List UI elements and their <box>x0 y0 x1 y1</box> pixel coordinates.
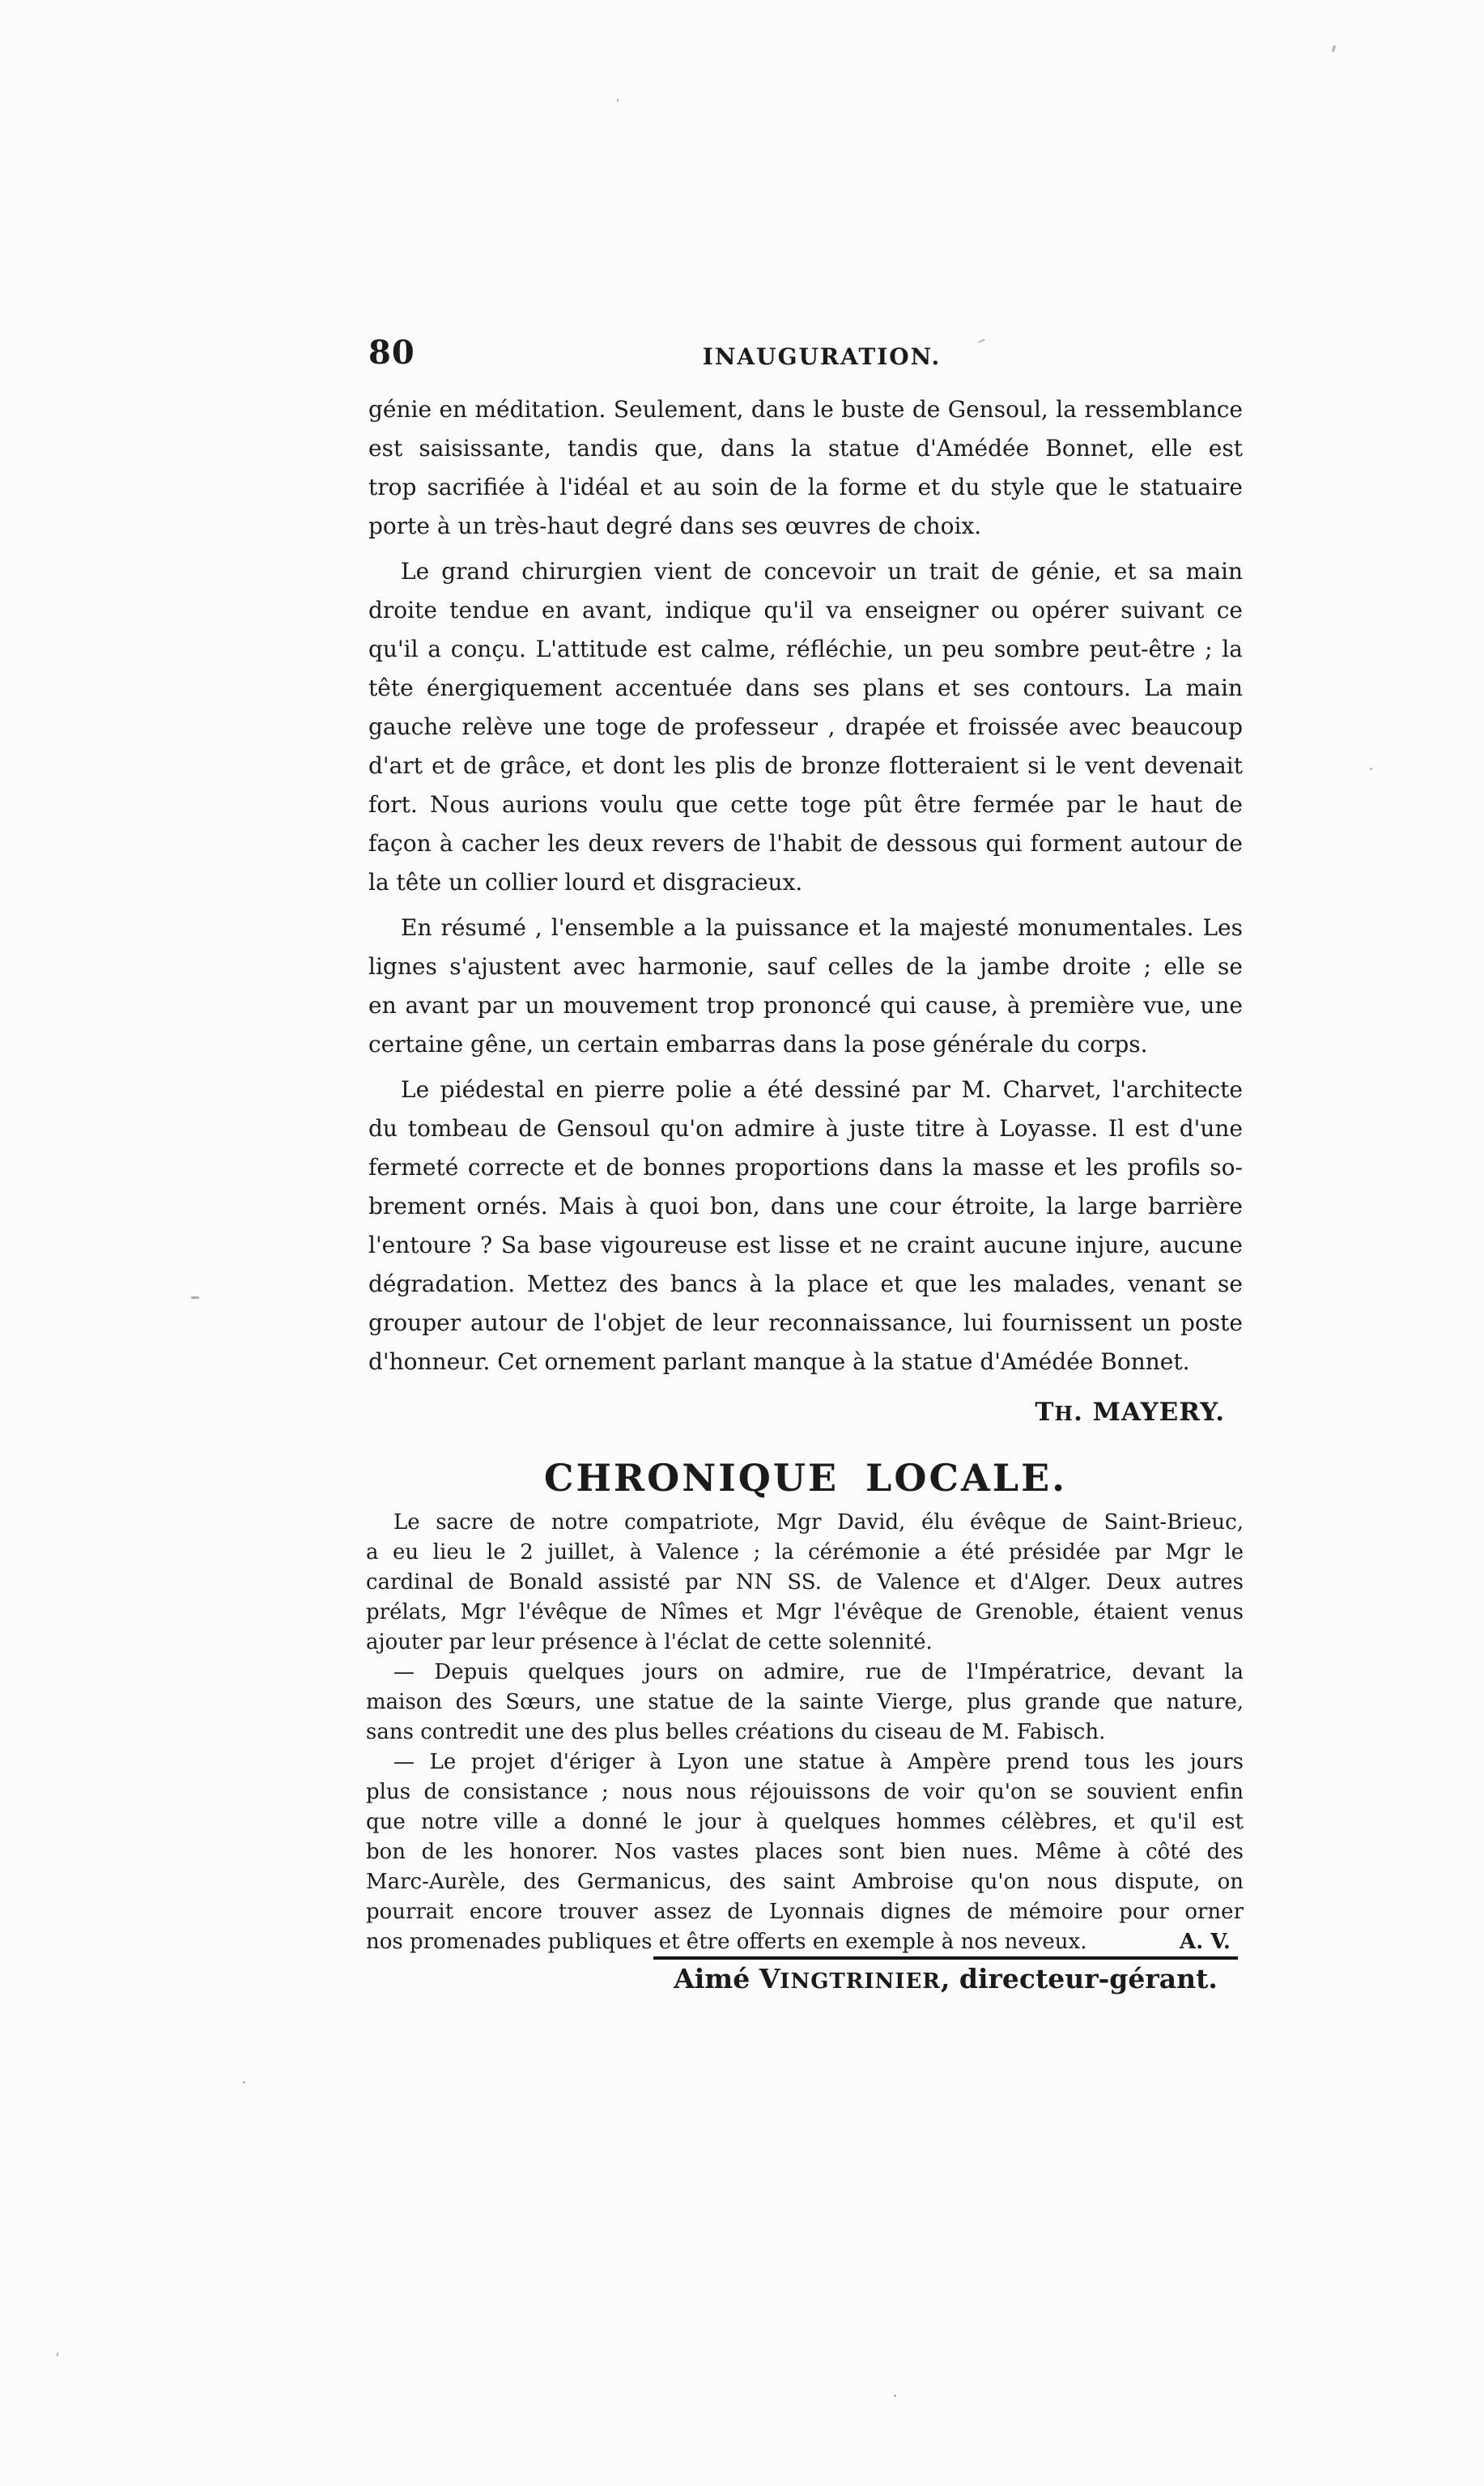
scan-speckle <box>617 99 619 102</box>
signature-rest: . MAYERY. <box>1074 1398 1225 1427</box>
text-line: l'entoure ? Sa base vigoureuse est lisse et ne craint aucune injure, aucune <box>368 1232 1243 1258</box>
text-line: En résumé , l'ensemble a la puissance et la majesté monumentales. Les <box>401 914 1243 941</box>
scan-speckle <box>1332 45 1336 53</box>
paragraph <box>366 1508 1244 1658</box>
chronique-locale-section <box>366 1508 1244 1957</box>
running-title: INAUGURATION. <box>702 343 942 370</box>
scan-speckle <box>57 2352 59 2356</box>
paragraph <box>368 552 1243 902</box>
director-name-smallcaps: INGTRINIER <box>780 1969 941 1994</box>
director-suffix: , directeur-gérant. <box>940 1963 1218 1994</box>
author-signature <box>368 1394 1243 1430</box>
paragraph <box>368 1071 1243 1381</box>
scan-speckle <box>894 2394 896 2397</box>
text-line: — Le projet d'ériger à Lyon une statue à Ampère prend tous les jours <box>393 1750 1244 1774</box>
text-line: cardinal de Bonald assisté par NN SS. de Valence et d'Alger. Deux autres <box>366 1570 1244 1594</box>
text-line: d'honneur. Cet ornement parlant manque à la statue d'Amédée Bonnet. <box>368 1348 1190 1375</box>
signature-initial: T <box>1035 1398 1055 1427</box>
last-line-text: nos promenades publiques et être offerts en exemple à nos neveux. <box>366 1930 1087 1954</box>
text-line: maison des Sœurs, une statue de la sainte Vierge, plus grande que nature, <box>366 1690 1244 1714</box>
text-line: Le grand chirurgien vient de concevoir un trait de génie, et sa main <box>401 558 1243 585</box>
text-line <box>366 1927 1244 1957</box>
text-line: Le sacre de notre compatriote, Mgr David, élu évêque de Saint-Brieuc, <box>393 1510 1244 1535</box>
text-line: dégradation. Mettez des bancs à la place et que les malades, venant se <box>368 1271 1243 1297</box>
text-line: — Depuis quelques jours on admire, rue de l'Impératrice, devant la <box>393 1660 1244 1684</box>
text-line: fermeté correcte et de bonnes proportions dans la masse et les profils so- <box>368 1154 1243 1181</box>
signature-smallcap: H <box>1054 1402 1074 1425</box>
text-line: droite tendue en avant, indique qu'il va enseigner ou opérer suivant ce <box>368 597 1243 624</box>
text-line: sans contredit une des plus belles créations du ciseau de M. Fabisch. <box>366 1720 1106 1744</box>
director-signature <box>653 1963 1238 1994</box>
text-line: certaine gêne, un certain embarras dans la pose générale du corps. <box>368 1031 1148 1058</box>
text-line: Le piédestal en pierre polie a été dessiné par M. Charvet, l'architecte <box>401 1076 1243 1103</box>
text-line: qu'il a conçu. L'attitude est calme, réfléchie, un peu sombre peut-être ; la <box>368 636 1243 662</box>
text-line: brement ornés. Mais à quoi bon, dans une cour étroite, la large barrière <box>368 1193 1243 1220</box>
paragraph <box>366 1747 1244 1957</box>
scan-speckle <box>978 338 985 343</box>
text-line: pourrait encore trouver assez de Lyonnais dignes de mémoire pour orner <box>366 1900 1244 1924</box>
director-initial: V <box>759 1963 780 1994</box>
footer-rule <box>653 1956 1238 1960</box>
paragraph <box>366 1658 1244 1747</box>
text-line: lignes s'ajustent avec harmonie, sauf celles de la jambe droite ; elle se <box>368 953 1243 980</box>
text-line: du tombeau de Gensoul qu'on admire à juste titre à Loyasse. Il est d'une <box>368 1115 1243 1142</box>
text-line: fort. Nous aurions voulu que cette toge pût être fermée par le haut de <box>368 791 1243 818</box>
text-line: génie en méditation. Seulement, dans le buste de Gensoul, la ressemblance <box>368 396 1243 423</box>
text-line: a eu lieu le 2 juillet, à Valence ; la cérémonie a été présidée par Mgr le <box>366 1540 1244 1564</box>
text-line: que notre ville a donné le jour à quelques hommes célèbres, et qu'il est <box>366 1810 1244 1834</box>
text-line: est saisissante, tandis que, dans la statue d'Amédée Bonnet, elle est <box>368 435 1243 462</box>
scan-speckle <box>243 2081 245 2084</box>
text-line: prélats, Mgr l'évêque de Nîmes et Mgr l'évêque de Grenoble, étaient venus <box>366 1600 1244 1624</box>
text-line: gauche relève une toge de professeur , drapée et froissée avec beaucoup <box>368 713 1243 740</box>
text-line: plus de consistance ; nous nous réjouissons de voir qu'on se souvient enfin <box>366 1780 1244 1804</box>
text-line: d'art et de grâce, et dont les plis de bronze flotteraient si le vent devenait <box>368 752 1243 779</box>
text-line: Marc-Aurèle, des Germanicus, des saint Ambroise qu'on nous dispute, on <box>366 1870 1244 1894</box>
text-line: façon à cacher les deux revers de l'habit de dessous qui forment autour de <box>368 830 1243 857</box>
scan-speckle <box>191 1296 199 1299</box>
text-line: bon de les honorer. Nos vastes places sont bien nues. Même à côté des <box>366 1840 1244 1864</box>
text-line: la tête un collier lourd et disgracieux. <box>368 869 803 896</box>
article-inauguration <box>368 390 1243 1430</box>
text-line: en avant par un mouvement trop prononcé qui cause, à première vue, une <box>368 992 1243 1019</box>
page-number: 80 <box>368 334 415 372</box>
paragraph <box>368 909 1243 1064</box>
byline-initials: A. V. <box>1180 1930 1231 1954</box>
text-line: porte à un très-haut degré dans ses œuvres de choix. <box>368 513 982 539</box>
text-line: tête énergiquement accentuée dans ses plans et ses contours. La main <box>368 675 1243 701</box>
scan-speckle <box>1370 768 1372 770</box>
text-line: trop sacrifiée à l'idéal et au soin de la forme et du style que le statuaire <box>368 474 1243 500</box>
section-heading: CHRONIQUE LOCALE. <box>543 1456 1068 1500</box>
text-line: ajouter par leur présence à l'éclat de cette solennité. <box>366 1630 933 1654</box>
director-prefix: Aimé <box>674 1963 759 1994</box>
text-line: grouper autour de l'objet de leur reconnaissance, lui fournissent un poste <box>368 1309 1243 1336</box>
paragraph <box>368 390 1243 546</box>
